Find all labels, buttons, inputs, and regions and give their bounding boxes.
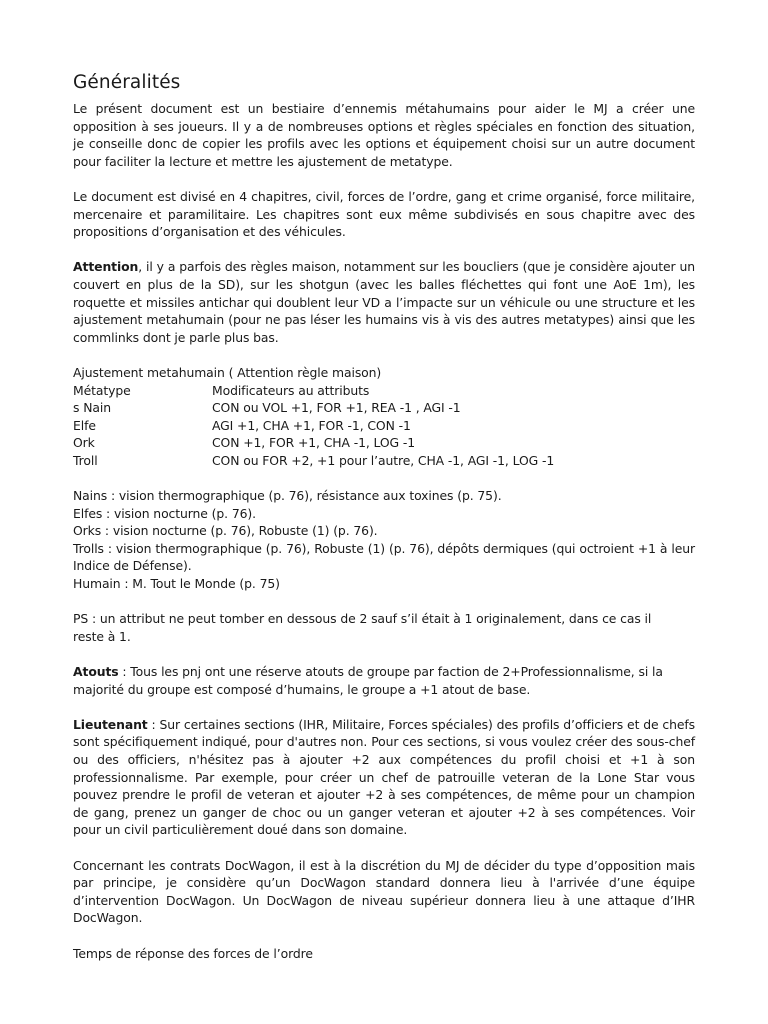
- atouts-text: : Tous les pnj ont une réserve atouts de groupe par faction de 2+Professionnalisme, si la majorité du groupe est composé d’humains, le groupe a +1 atout de base.: [73, 664, 663, 697]
- page-title: Généralités: [73, 72, 181, 93]
- metatype-traits-list: [73, 487, 695, 593]
- chapters-paragraph: Le document est divisé en 4 chapitres, civil, forces de l’ordre, gang et crime organisé, force militaire, mercenaire et paramilitaire. Les chapitres sont eux même subdivisés en sous chapitre avec des propositions d’organisation et des véhicules.: [73, 188, 695, 240]
- metatype-table-header: [73, 382, 695, 400]
- atouts-paragraph: [73, 663, 673, 698]
- metatype-cell: Elfe: [73, 417, 96, 433]
- docwagon-paragraph: Concernant les contrats DocWagon, il est à la discrétion du MJ de décider du type d’opposition mais par principe, je considère qu’un DocWagon standard donnera lieu à l'arrivée d’une équipe d’intervention DocWagon. Un DocWagon de niveau supérieur donnera lieu à une attaque d’IHR DocWagon.: [73, 857, 695, 926]
- attention-label: Attention: [73, 259, 139, 275]
- response-time-heading: Temps de réponse des forces de l’ordre: [73, 945, 313, 961]
- metatype-cell: Troll: [73, 452, 98, 468]
- table-row: [73, 399, 695, 417]
- table-row: [73, 434, 695, 452]
- attention-paragraph: [73, 258, 695, 346]
- metatype-column-header: Métatype: [73, 382, 131, 398]
- modifiers-column-header: Modificateurs au attributs: [212, 382, 370, 398]
- table-row: [73, 417, 695, 435]
- ps-note: PS : un attribut ne peut tomber en dessous de 2 sauf s’il était à 1 originalement, dans ce cas il reste à 1.: [73, 611, 652, 644]
- list-item: Trolls : vision thermographique (p. 76), Robuste (1) (p. 76), dépôts dermiques (qui octroient +1 à leur Indice de Défense).: [73, 540, 695, 574]
- intro-paragraph: Le présent document est un bestiaire d’ennemis métahumains pour aider le MJ a créer une opposition à ses joueurs. Il y a de nombreuses options et règles spéciales en fonction des situation, je conseille donc de copier les profils avec les options et équipement choisi sur un autre document pour faciliter la lecture et mettre les ajustement de metatype.: [73, 101, 695, 169]
- list-item: Orks : vision nocturne (p. 76), Robuste (1) (p. 76).: [73, 523, 378, 539]
- lieutenant-text: : Sur certaines sections (IHR, Militaire, Forces spéciales) des profils d’officiers et de chefs sont spécifiquement indiqué, pour d'autres non. Pour ces sections, si vous voulez créer des sous-chef ou des officiers, n'hésitez pas à ajouter +2 aux compétences du profil choisi et +1 à son professionnalisme. Par exemple, pour créer un chef de patrouille veteran de la Lone Star vous pouvez prendre le profil de veteran et ajouter +2 à ses compétences, de même pour un champion de gang, prenez un ganger de choc ou un ganger veteran et ajouter +2 à ses compétences. Voir pour un civil particulièrement doué dans son domaine.: [73, 716, 695, 838]
- metatype-table-heading: Ajustement metahumain ( Attention règle maison): [73, 364, 382, 380]
- list-item: Humain : M. Tout le Monde (p. 75): [73, 576, 280, 592]
- metatype-cell: s Nain: [73, 400, 111, 416]
- table-row: [73, 452, 695, 470]
- metatype-cell: Ork: [73, 435, 95, 451]
- lieutenant-label: Lieutenant: [73, 716, 148, 732]
- attention-text: , il y a parfois des règles maison, notamment sur les boucliers (que je considère ajouter un couvert en plus de la SD), sur les shotgun (avec les balles fléchettes qui font une AoE 1m), les roquette et missiles antichar qui doublent leur VD a l’impacte sur un véhicule ou une structure et les ajustement metahumain (pour ne pas léser les humains vis à vis des autres metatypes) ainsi que les commlinks dont je parle plus bas.: [73, 259, 695, 345]
- modifiers-cell: AGI +1, CHA +1, FOR -1, CON -1: [212, 417, 411, 433]
- list-item: Nains : vision thermographique (p. 76), résistance aux toxines (p. 75).: [73, 488, 502, 504]
- list-item: Elfes : vision nocturne (p. 76).: [73, 505, 256, 521]
- modifiers-cell: CON +1, FOR +1, CHA -1, LOG -1: [212, 435, 416, 451]
- metatype-table: [73, 364, 695, 470]
- lieutenant-paragraph: [73, 716, 695, 839]
- atouts-label: Atouts: [73, 664, 119, 679]
- modifiers-cell: CON ou VOL +1, FOR +1, REA -1 , AGI -1: [212, 400, 461, 416]
- modifiers-cell: CON ou FOR +2, +1 pour l’autre, CHA -1, AGI -1, LOG -1: [212, 452, 555, 468]
